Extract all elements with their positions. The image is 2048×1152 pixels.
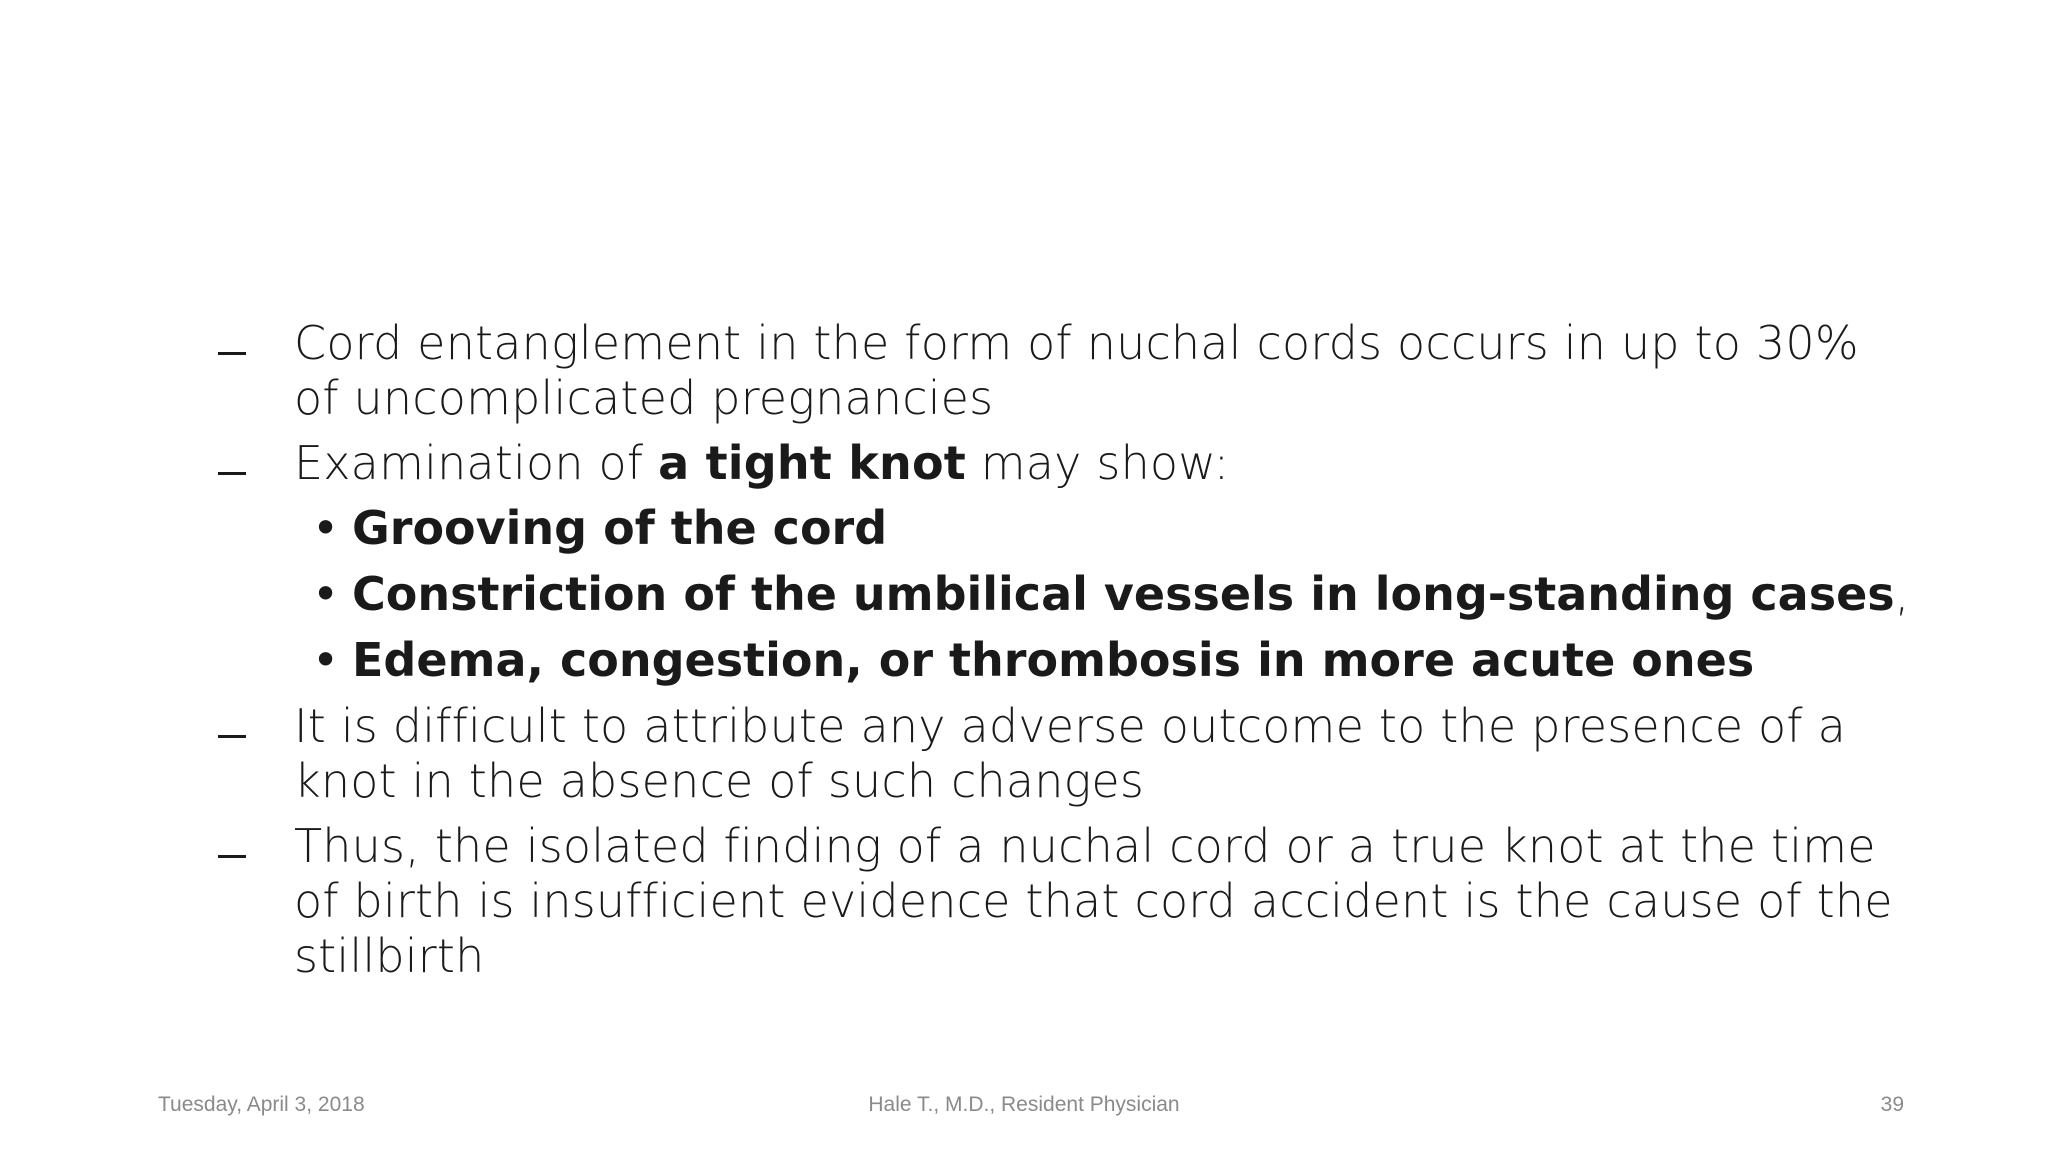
bullet-text-prefix: Examination of bbox=[294, 436, 659, 490]
bullet-item-nuchal-cords bbox=[218, 316, 1918, 426]
dot-bullet-icon: • bbox=[312, 501, 340, 555]
sub-bullet-text: Grooving of the cord bbox=[352, 501, 888, 555]
dot-bullet-icon: • bbox=[312, 633, 340, 687]
sub-bullet-text: Constriction of the umbilical vessels in long-standing cases bbox=[352, 567, 1895, 621]
sub-bullet-suffix: , bbox=[1894, 567, 1910, 621]
bullet-text-bold: a tight knot bbox=[658, 436, 966, 490]
footer-page-number: 39 bbox=[1880, 1093, 1904, 1116]
dash-bullet-icon bbox=[218, 855, 246, 858]
bullet-text: Cord entanglement in the form of nuchal cords occurs in up to 30% of uncomplicated pregnancies bbox=[294, 316, 1859, 425]
dot-bullet-icon: • bbox=[312, 567, 340, 621]
dash-bullet-icon bbox=[218, 735, 246, 738]
bullet-text: It is difficult to attribute any adverse outcome to the presence of a knot in the absence of such changes bbox=[294, 699, 1846, 808]
bullet-list bbox=[218, 316, 1918, 994]
footer-date: Tuesday, April 3, 2018 bbox=[158, 1093, 365, 1116]
bullet-text-suffix: may show: bbox=[965, 436, 1230, 490]
bullet-item-adverse-outcome bbox=[218, 699, 1918, 809]
dash-bullet-icon bbox=[218, 352, 246, 355]
bullet-text: Thus, the isolated finding of a nuchal cord or a true knot at the time of birth is insufficient evidence that cord accident is the cause of the stillbirth bbox=[294, 819, 1893, 983]
bullet-item-tight-knot bbox=[218, 436, 1918, 491]
footer-author: Hale T., M.D., Resident Physician bbox=[868, 1093, 1180, 1116]
sub-bullet-item-grooving bbox=[218, 501, 1918, 556]
bullet-item-conclusion bbox=[218, 819, 1918, 984]
sub-bullet-item-constriction bbox=[218, 567, 1918, 622]
dash-bullet-icon bbox=[218, 472, 246, 475]
sub-bullet-item-edema bbox=[218, 633, 1918, 688]
sub-bullet-text: Edema, congestion, or thrombosis in more acute ones bbox=[352, 633, 1755, 687]
